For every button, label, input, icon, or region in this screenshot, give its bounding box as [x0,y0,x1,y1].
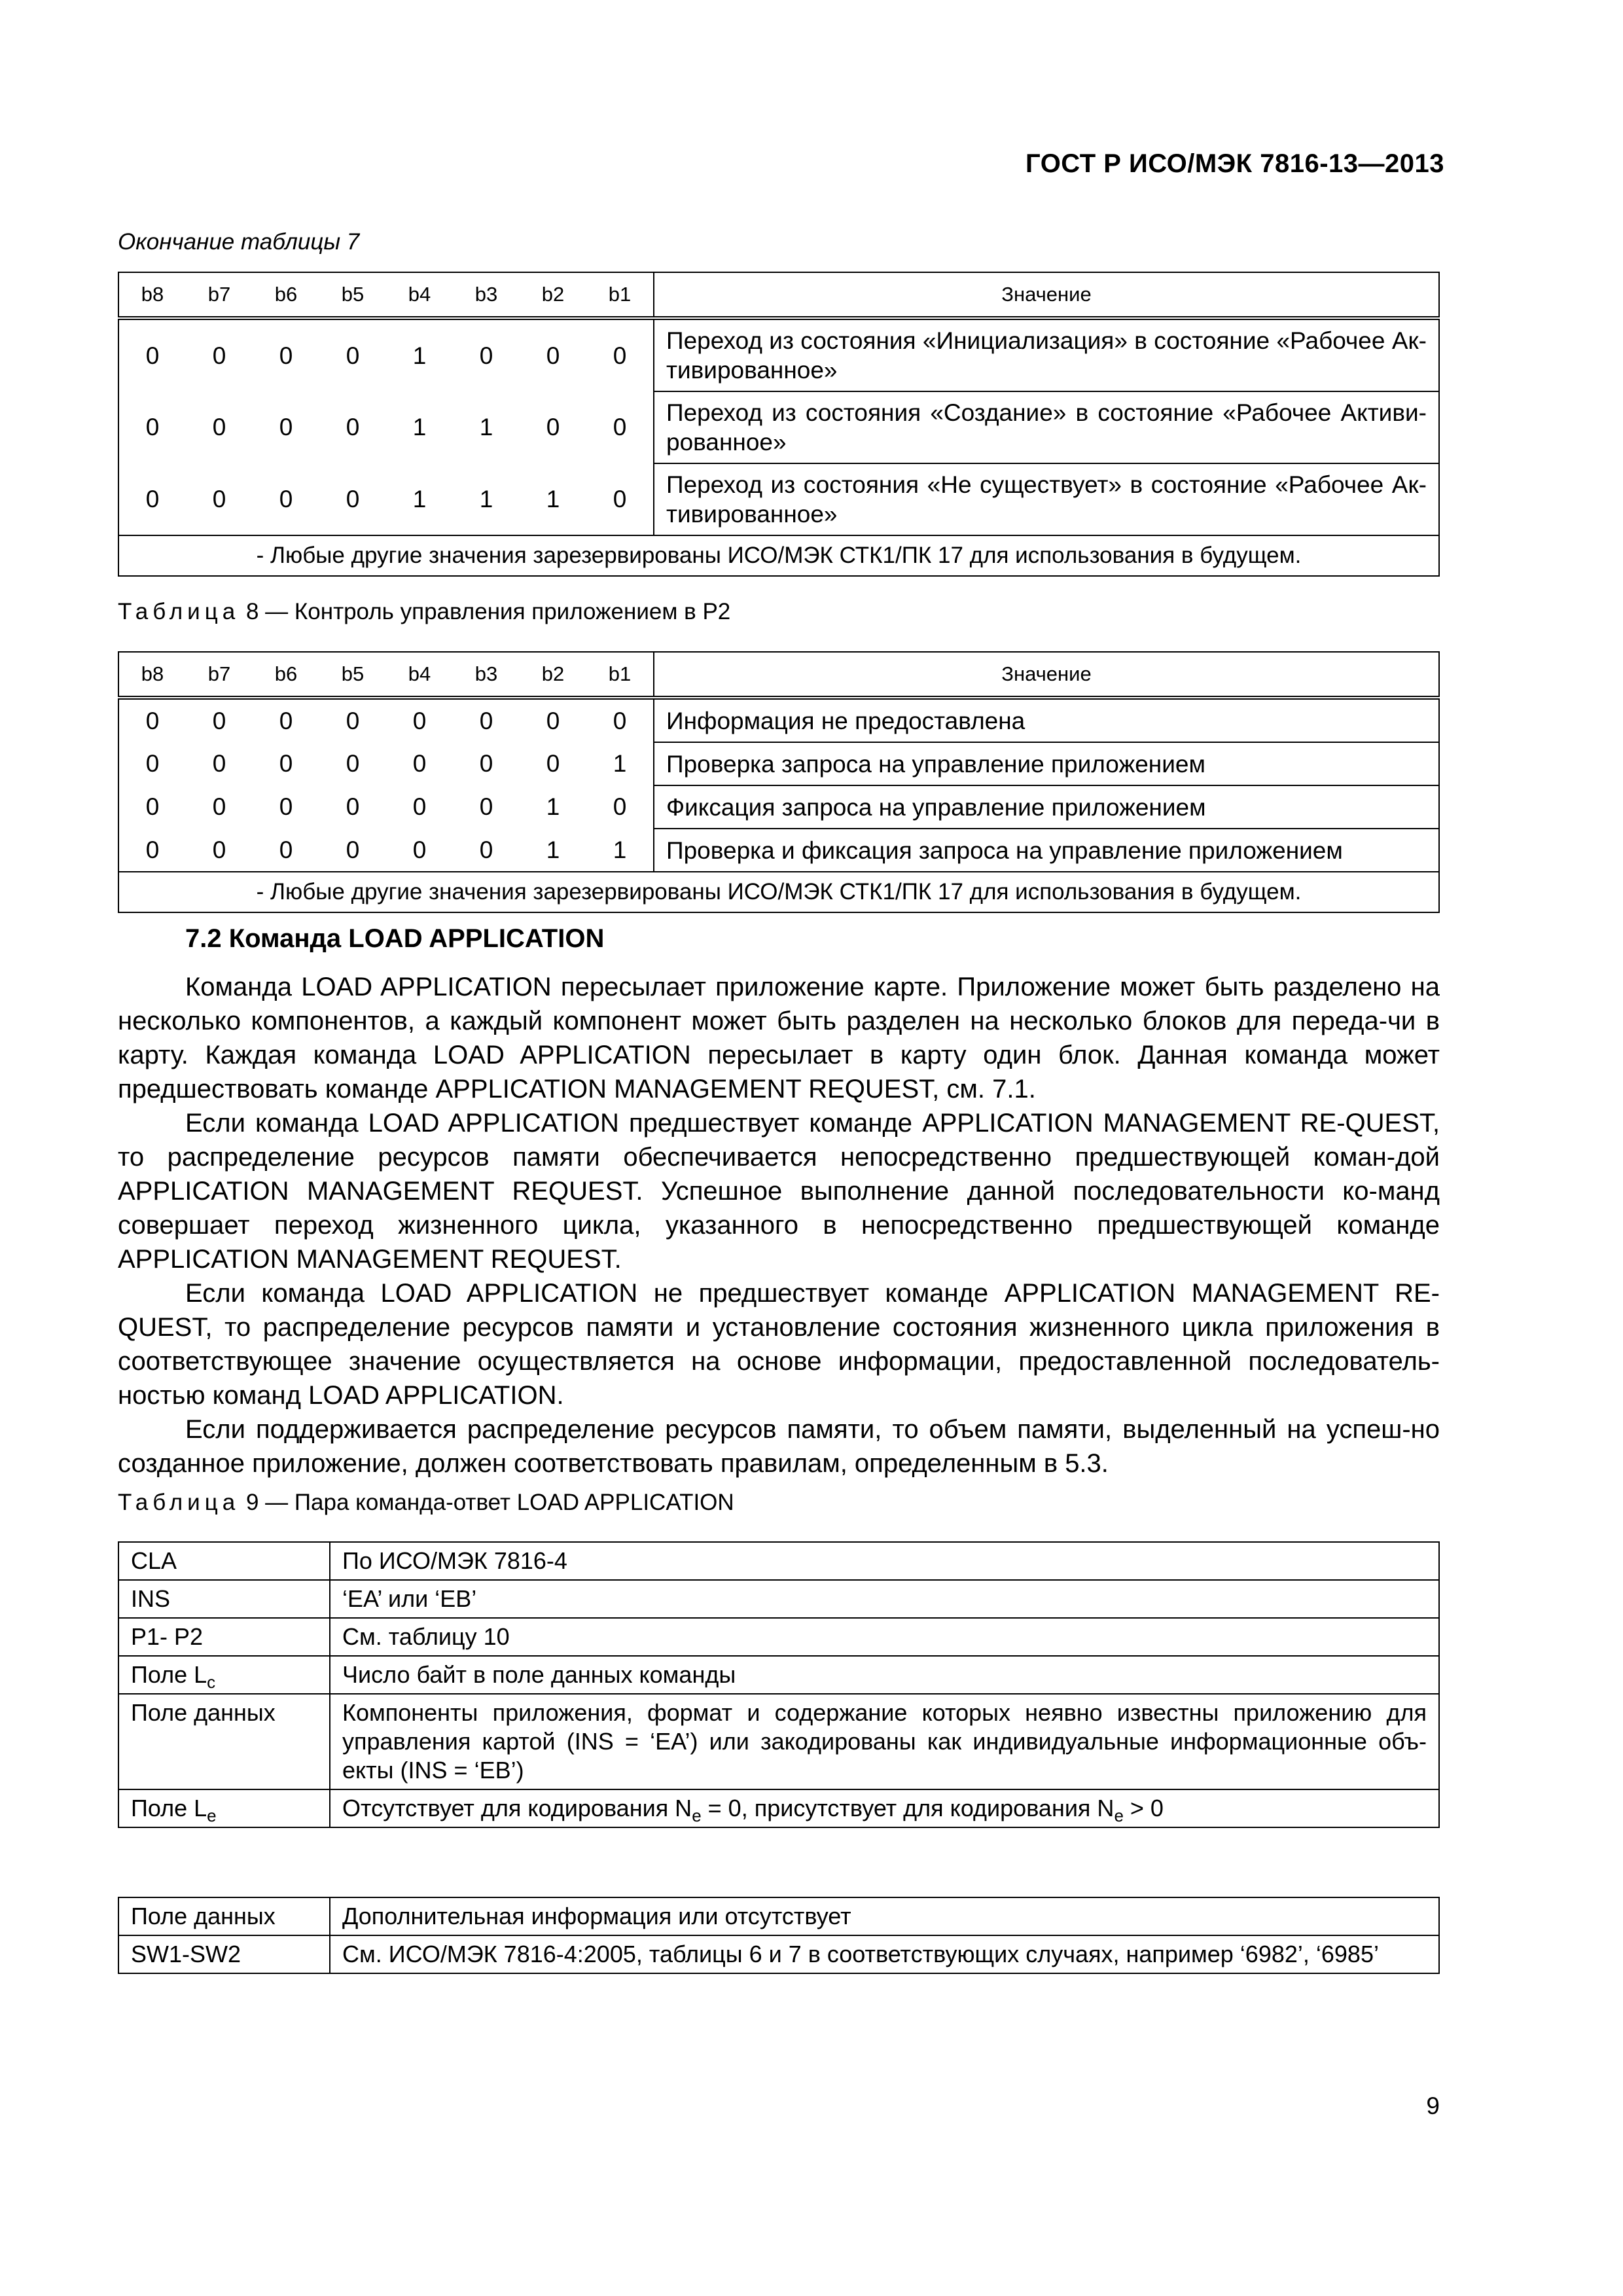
field-value: См. ИСО/МЭК 7816-4:2005, таблицы 6 и 7 в соответствующих случаях, например ‘6982’, ‘6985’ [330,1935,1439,1973]
bit-cell: 1 [586,742,654,785]
paragraph: Если поддерживается распределение ресурсов памяти, то объем памяти, выделенный на успеш-но созданное приложение, должен соответствовать правилам, определенным в 5.3. [118,1415,1440,1478]
bit-header: b7 [186,652,253,698]
bit-cell: 0 [546,342,560,369]
bit-cell: 0 [118,698,186,742]
value-header: Значение [654,272,1439,318]
table7 [118,272,1440,577]
bit-cell: 0 [586,463,654,535]
field-value: Дополнительная информация или отсутствует [330,1897,1439,1935]
field-name: Поле данных [118,1897,330,1935]
table-row [118,1542,1439,1580]
table8-header-row [118,652,1439,698]
bit-cell: 1 [546,836,560,863]
field-value: Число байт в поле данных команды [330,1656,1439,1694]
bit-cell: 0 [346,485,360,512]
bit-cell: 0 [546,414,560,440]
bit-cell: 0 [279,750,293,777]
field-name: Поле $L_e$ [118,1789,330,1827]
value-cell: Фиксация запроса на управление приложением [654,785,1439,829]
bit-cell: 0 [586,318,654,391]
bit-cell: 0 [479,342,493,369]
table-row [118,785,1439,829]
field-value: Отсутствует для кодирования $N_e = 0$, присутствует для кодирования $N_e > 0$ [330,1789,1439,1827]
bit-cell: 0 [586,391,654,463]
table7-caption: Окончание таблицы 7 [118,229,360,255]
value-cell: Переход из состояния «Создание» в состояние «Рабочее Активи-рованное» [654,391,1439,463]
bit-cell: 0 [118,829,186,872]
field-value: Компоненты приложения, формат и содержание которых неявно известны приложению для управления картой (INS = ‘EA’) или закодированы как индивидуальные информационные объ-екты (INS = ‘EB’) [330,1694,1439,1789]
bit-cell: 0 [346,793,360,820]
bit-cell: 0 [546,750,560,777]
table9-caption: Таблица 9 — Пара команда-ответ LOAD APPLICATION [118,1490,734,1515]
bit-header: b3 [453,652,520,698]
bit-cell: 1 [412,485,427,512]
table-row [118,742,1439,785]
table-row [118,1897,1439,1935]
table8 [118,651,1440,913]
bit-cell: 0 [412,707,427,734]
reserved-note: - Любые другие значения зарезервированы ИСО/МЭК СТК1/ПК 17 для использования в будущем. [118,535,1439,576]
bit-header: b6 [253,272,319,318]
table-row [118,1618,1439,1656]
field-value: ‘EA’ или ‘EB’ [330,1580,1439,1618]
bit-cell: 0 [412,793,427,820]
table9-response [118,1897,1440,1974]
bit-cell: 0 [586,698,654,742]
table7-header-row [118,272,1439,318]
bit-cell: 0 [212,485,226,512]
bit-cell: 0 [412,750,427,777]
value-header: Значение [654,652,1439,698]
value-cell: Переход из состояния «Не существует» в состояние «Рабочее Ак-тивированное» [654,463,1439,535]
bit-header: b2 [520,652,586,698]
bit-cell: 0 [212,750,226,777]
bit-cell: 0 [346,707,360,734]
field-name: Поле данных [118,1694,330,1789]
bit-cell: 0 [479,793,493,820]
paragraph: Если команда LOAD APPLICATION не предшествует команде APPLICATION MANAGEMENT RE-QUEST, то распределение ресурсов памяти и установление состояния жизненного цикла приложения в соответствующее значение осуществляется на основе информации, предоставленной последователь-ностью команд LOAD APPLICATION. [118,1279,1440,1410]
field-name: P1- P2 [118,1618,330,1656]
bit-cell: 1 [412,342,427,369]
bit-cell: 0 [546,707,560,734]
field-name: CLA [118,1542,330,1580]
section-body [118,970,1440,1480]
bit-cell: 0 [212,836,226,863]
bit-header: b8 [118,652,186,698]
value-cell: Проверка и фиксация запроса на управление приложением [654,829,1439,872]
table-row [118,1656,1439,1694]
bit-cell: 0 [118,742,186,785]
bit-cell: 0 [279,836,293,863]
reserved-note-row [118,872,1439,912]
bit-header: b6 [253,652,319,698]
bit-cell: 0 [586,785,654,829]
bit-cell: 1 [479,414,493,440]
bit-cell: 0 [279,485,293,512]
bit-header: b3 [453,272,520,318]
field-name: Поле $L_c$ [118,1656,330,1694]
bit-cell: 0 [212,793,226,820]
reserved-note-row [118,535,1439,576]
bit-cell: 1 [586,829,654,872]
table-row [118,463,1439,535]
bit-header: b4 [386,272,453,318]
value-cell: Информация не предоставлена [654,698,1439,742]
page-number: 9 [1426,2092,1440,2119]
paragraph: Команда LOAD APPLICATION пересылает приложение карте. Приложение может быть разделено на несколько компонентов, а каждый компонент может быть разделен на несколько блоков для переда-чи в карту. Каждая команда LOAD APPLICATION пересылает в карту один блок. Данная команда может предшествовать команде APPLICATION MANAGEMENT REQUEST, см. 7.1. [118,973,1440,1103]
table-row [118,318,1439,391]
bit-cell: 0 [279,793,293,820]
section-title: 7.2 Команда LOAD APPLICATION [185,924,605,953]
table-row [118,698,1439,742]
bit-cell: 0 [118,318,186,391]
bit-cell: 0 [346,342,360,369]
value-cell: Переход из состояния «Инициализация» в состояние «Рабочее Ак-тивированное» [654,318,1439,391]
bit-cell: 1 [546,485,560,512]
bit-cell: 0 [279,707,293,734]
table8-caption: Таблица 8 — Контроль управления приложением в P2 [118,599,731,624]
bit-cell: 0 [279,342,293,369]
bit-header: b1 [586,272,654,318]
bit-cell: 0 [479,750,493,777]
bit-cell: 0 [479,836,493,863]
bit-cell: 0 [412,836,427,863]
field-name: SW1-SW2 [118,1935,330,1973]
bit-cell: 0 [212,707,226,734]
bit-header: b2 [520,272,586,318]
bit-cell: 0 [212,414,226,440]
field-name: INS [118,1580,330,1618]
value-cell: Проверка запроса на управление приложением [654,742,1439,785]
table9-command [118,1541,1440,1828]
field-value: По ИСО/МЭК 7816-4 [330,1542,1439,1580]
paragraph: Если команда LOAD APPLICATION предшествует команде APPLICATION MANAGEMENT RE-QUEST, то распределение ресурсов памяти обеспечивается непосредственно предшествующей коман-дой APPLICATION MANAGEMENT REQUEST. Успешное выполнение данной последовательности ко-манд совершает переход жизненного цикла, указанного в непосредственно предшествующей команде APPLICATION MANAGEMENT REQUEST. [118,1109,1440,1274]
field-value: См. таблицу 10 [330,1618,1439,1656]
table-row [118,1694,1439,1789]
bit-header: b1 [586,652,654,698]
bit-cell: 0 [346,750,360,777]
table-row [118,829,1439,872]
bit-cell: 0 [118,785,186,829]
reserved-note: - Любые другие значения зарезервированы ИСО/МЭК СТК1/ПК 17 для использования в будущем. [118,872,1439,912]
bit-cell: 0 [346,836,360,863]
bit-cell: 0 [118,463,186,535]
bit-header: b5 [319,272,386,318]
bit-cell: 0 [479,707,493,734]
bit-header: b7 [186,272,253,318]
table-row [118,1580,1439,1618]
bit-cell: 1 [546,793,560,820]
bit-cell: 1 [479,485,493,512]
bit-cell: 0 [346,414,360,440]
bit-cell: 0 [279,414,293,440]
bit-header: b8 [118,272,186,318]
bit-cell: 0 [118,391,186,463]
document-header: ГОСТ Р ИСО/МЭК 7816-13—2013 [1026,149,1444,178]
table-row [118,391,1439,463]
bit-cell: 0 [212,342,226,369]
bit-header: b5 [319,652,386,698]
table-row [118,1789,1439,1827]
bit-header: b4 [386,652,453,698]
bit-cell: 1 [412,414,427,440]
table-row [118,1935,1439,1973]
